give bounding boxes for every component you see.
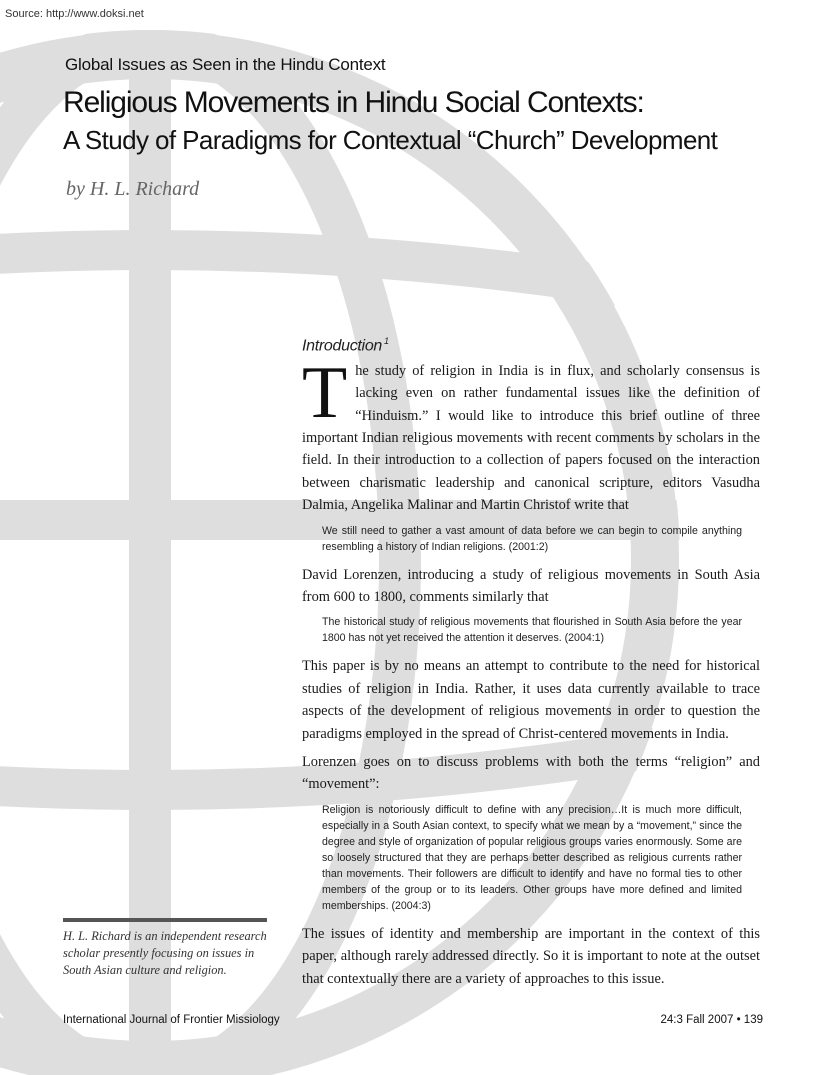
footer-issue-page: 24:3 Fall 2007 • 139: [660, 1014, 763, 1026]
article-title-line1: Religious Movements in Hindu Social Contexts:: [63, 86, 644, 119]
byline: by H. L. Richard: [66, 178, 200, 200]
block-quote-3: Religion is notoriously difficult to define with any precision…It is much more difficult, especially in a South Asian context, to specify what we mean by a “movement,” since the degree and style of organization of popular religious groups varies enormously. Some are so loosely structured that they are perhaps better described as religious currents rather than movements. Their followers are difficult to identify and have no formal ties to other members of the group or to its leaders. Other groups have more defined and limited memberships. (2004:3): [322, 803, 742, 912]
paragraph-1-text: he study of religion in India is in flux, and scholarly consensus is lacking even on rather fundamental issues like the definition of “Hinduism.” I would like to introduce this brief outline of three important Indian religious movements with recent comments by scholars in the field. In their introduction to a collection of papers focused on the interaction between charismatic leadership and canonical scripture, editors Vasudha Dalmia, Angelika Malinar and Martin Christof write that: [302, 362, 760, 514]
section-heading: [302, 330, 760, 358]
drop-cap: T: [302, 351, 348, 434]
footer-journal: International Journal of Frontier Missiology: [63, 1014, 280, 1026]
paragraph-1: [302, 351, 760, 517]
bio-divider: [63, 918, 267, 922]
series-title: Global Issues as Seen in the Hindu Context: [65, 55, 386, 74]
paragraph-2: David Lorenzen, introducing a study of religious movements in South Asia from 600 to 1800, comments similarly that: [302, 566, 760, 605]
footnote-marker[interactable]: 1: [384, 336, 389, 346]
paragraph-5: The issues of identity and membership are important in the context of this paper, although rarely addressed directly. So it is important to note at the outset that contextually there are a variety of approaches to this issue.: [302, 925, 760, 987]
article-title-line2: A Study of Paradigms for Contextual “Church” Development: [63, 125, 718, 155]
block-quote-1: We still need to gather a vast amount of data before we can begin to compile anything resembling a history of Indian religions. (2001:2): [322, 524, 742, 553]
article-body: [302, 330, 760, 996]
paragraph-4: Lorenzen goes on to discuss problems with both the terms “religion” and “movement”:: [302, 754, 760, 793]
author-bio: H. L. Richard is an independent research scholar presently focusing on issues in South Asian culture and religion.: [63, 929, 267, 977]
paragraph-3: This paper is by no means an attempt to contribute to the need for historical studies of religion in India. Rather, it uses data currently available to trace aspects of the development of religious movements in order to question the paradigms employed in the spread of Christ-centered movements in India.: [302, 658, 760, 742]
section-heading-text: Introduction: [302, 337, 383, 355]
source-url[interactable]: Source: http://www.doksi.net: [5, 8, 144, 20]
block-quote-2: The historical study of religious movements that flourished in South Asia before the year 1800 has not yet received the attention it deserves. (2004:1): [322, 616, 742, 645]
